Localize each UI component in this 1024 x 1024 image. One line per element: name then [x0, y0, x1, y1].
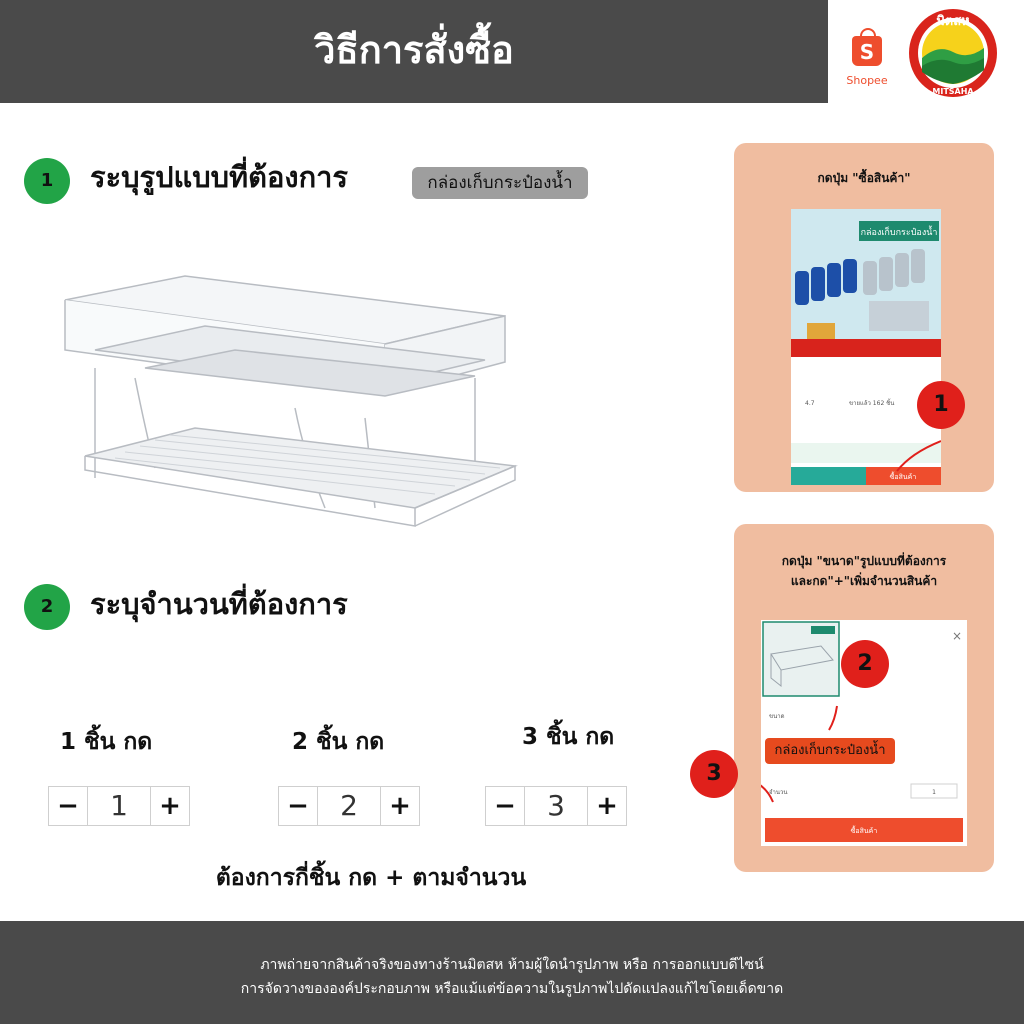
- step2-number-badge: 2: [24, 584, 70, 630]
- qty-stepper-2: [278, 786, 420, 826]
- panel1-rating: 4.7: [805, 400, 815, 407]
- qty-stepper-3: [485, 786, 627, 826]
- panel1-sold: ขายแล้ว 162 ชิ้น: [849, 400, 895, 407]
- plus-button[interactable]: +: [159, 791, 181, 821]
- panel1-caption: กดปุ่ม "ซื้อสินค้า": [817, 171, 911, 185]
- minus-button[interactable]: −: [287, 791, 309, 821]
- panel2-marker-2: 2: [841, 640, 889, 688]
- footer-bar: [0, 921, 1024, 1024]
- panel2-qty-label: จำนวน: [769, 789, 788, 796]
- minus-button[interactable]: −: [494, 791, 516, 821]
- logo-text-top: มิตสห: [936, 14, 970, 29]
- can-organizer-product-image: [55, 268, 525, 538]
- step2-title: ระบุจำนวนที่ต้องการ: [90, 587, 348, 621]
- qty-value[interactable]: 2: [317, 787, 381, 825]
- minus-button[interactable]: −: [57, 791, 79, 821]
- header-bar: [0, 0, 828, 103]
- footer-line-1: ภาพถ่ายจากสินค้าจริงของทางร้านมิตสห ห้ามผู้ใดนำรูปภาพ หรือ การออกแบบดีไซน์: [260, 957, 764, 973]
- step1-title: ระบุรูปแบบที่ต้องการ: [90, 160, 348, 194]
- panel2-variant-button[interactable]: กล่องเก็บกระป๋องน้ำ: [765, 738, 895, 764]
- plus-button[interactable]: +: [389, 791, 411, 821]
- footer-line-2: การจัดวางขององค์ประกอบภาพ หรือแม้แต่ข้อความในรูปภาพไปดัดแปลงแก้ไขโดยเด็ดขาด: [240, 981, 784, 997]
- logo-text-bottom: MITSAHA: [932, 87, 974, 96]
- quantity-instruction: ต้องการกี่ชิ้น กด + ตามจำนวน: [215, 865, 527, 891]
- panel2-marker-3: 3: [690, 750, 738, 798]
- panel2-size-label: ขนาด: [769, 713, 785, 720]
- shopee-logo: [840, 36, 894, 87]
- screen-banner-text: กล่องเก็บกระป๋องน้ำ: [860, 228, 938, 238]
- panel2-qty-value: 1: [932, 789, 936, 796]
- shopee-product-screenshot: [791, 209, 941, 485]
- mitsaha-logo: [908, 8, 998, 98]
- qty-option-2-label: 2 ชิ้น กด: [292, 729, 385, 755]
- panel2-buy-button: ซื้อสินค้า: [850, 827, 878, 835]
- qty-option-3-label: 3 ชิ้น กด: [522, 724, 615, 750]
- qty-stepper-1: [48, 786, 190, 826]
- panel2-caption-line1: กดปุ่ม "ขนาด"รูปแบบที่ต้องการ: [781, 554, 947, 568]
- panel1-buy-button: ซื้อสินค้า: [889, 473, 917, 481]
- shopee-bag-icon: S: [852, 36, 882, 66]
- shopee-label: Shopee: [846, 74, 888, 87]
- panel2-close: ×: [951, 629, 963, 643]
- panel1-marker-1: 1: [917, 381, 965, 429]
- qty-value[interactable]: 1: [87, 787, 151, 825]
- step1-number-badge: 1: [24, 158, 70, 204]
- plus-button[interactable]: +: [596, 791, 618, 821]
- instruction-panel-variant: [706, 524, 994, 872]
- panel2-caption-line2: และกด"+"เพิ่มจำนวนสินค้า: [790, 574, 938, 588]
- qty-option-1-label: 1 ชิ้น กด: [60, 729, 153, 755]
- qty-value[interactable]: 3: [524, 787, 588, 825]
- variant-pill[interactable]: กล่องเก็บกระป๋องน้ำ: [412, 167, 588, 199]
- page-title: วิธีการสั่งซื้อ: [314, 28, 514, 72]
- instruction-panel-buy: [734, 143, 994, 492]
